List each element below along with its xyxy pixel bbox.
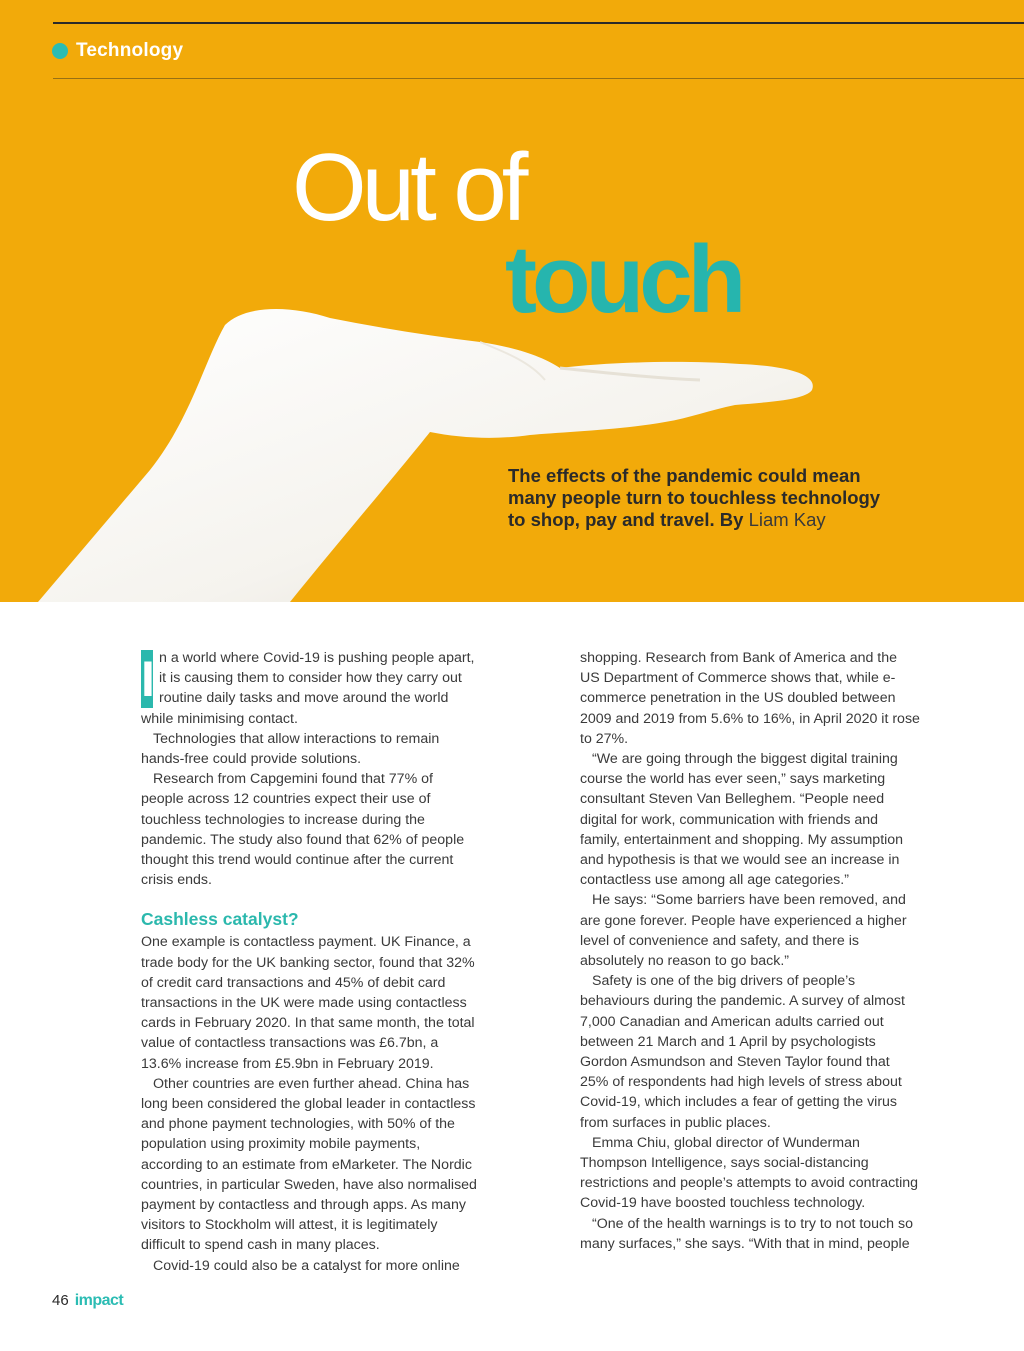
top-rule bbox=[53, 22, 1024, 24]
section-label: Technology bbox=[76, 40, 184, 61]
article-paragraph: One example is contactless payment. UK Finance, a trade body for the UK banking sector, found that 32% of credit card transactions and 45% of debit card transactions in the UK were made using contactless cards in February 2020. In that same month, the total value of contactless transactions was £6.7bn, a 13.6% increase from £5.9bn in February 2019. bbox=[141, 934, 475, 1072]
article-paragraph: “We are going through the biggest digital training course the world has ever seen,” says marketing consultant Steven Van Belleghem. “People need digital for work, communication with friends and family, entertainment and shopping. My assumption and hypothesis is that we would see an increase in contactless use among all age categories.” bbox=[580, 751, 904, 889]
page-footer bbox=[52, 1292, 123, 1310]
article-subheading: Cashless catalyst? bbox=[141, 909, 299, 930]
headline-line-1: Out of bbox=[292, 134, 524, 241]
paragraph-text: n a world where Covid-19 is pushing people apart, it is causing them to consider how they carry out routine daily tasks and move around the world while minimising contact. bbox=[141, 650, 475, 727]
drop-cap: I bbox=[141, 651, 155, 707]
article-paragraph: Emma Chiu, global director of Wunderman Thompson Intelligence, says social-distancing restrictions and people’s attempts to avoid contracting Covid-19 have boosted touchless technology. bbox=[580, 1134, 919, 1212]
section-tag bbox=[52, 40, 183, 62]
standfirst bbox=[508, 465, 898, 531]
standfirst-text: The effects of the pandemic could mean many people turn to touchless technology to shop, pay and travel. By bbox=[508, 465, 881, 530]
byline-author: Liam Kay bbox=[748, 509, 826, 530]
article-paragraph: Technologies that allow interactions to remain hands-free could provide solutions. bbox=[141, 730, 440, 768]
magazine-logo: impact bbox=[74, 1292, 124, 1309]
article-column-left bbox=[141, 648, 479, 1276]
article-paragraph: Research from Capgemini found that 77% of people across 12 countries expect their use of touchless technologies to increase during the pandemic. The study also found that 62% of people thought this trend would continue after the current crisis ends. bbox=[141, 771, 465, 889]
article-paragraph: He says: “Some barriers have been removed, and are gone forever. People have experienced a higher level of convenience and safety, and there is absolutely no reason to go back.” bbox=[580, 892, 907, 970]
page-number: 46 bbox=[52, 1292, 69, 1309]
teal-dot-icon bbox=[52, 43, 68, 59]
article-column-right bbox=[580, 648, 920, 1254]
article-paragraph: Other countries are even further ahead. China has long been considered the global leader in contactless and phone payment technologies, with 50% of the population using proximity mobile payments, according to an estimate from eMarketer. The Nordic countries, in particular Sweden, have also normalised payment by contactless and through apps. As many visitors to Stockholm will attest, it is legitimately difficult to spend cash in many places. bbox=[141, 1075, 477, 1254]
article-paragraph: Safety is one of the big drivers of people’s behaviours during the pandemic. A survey of almost 7,000 Canadian and American adults carried out between 21 March and 1 April by psychologists Gordon Asmundson and Steven Taylor found that 25% of respondents had high levels of stress about Covid-19, which includes a fear of getting the virus from surfaces in public places. bbox=[580, 973, 905, 1131]
hero-banner bbox=[0, 0, 1024, 602]
section-rule bbox=[53, 78, 1024, 79]
article-paragraph bbox=[141, 648, 479, 729]
article-paragraph: “One of the health warnings is to try to not touch so many surfaces,” she says. “With that in mind, people bbox=[580, 1215, 913, 1252]
article-paragraph: Covid-19 could also be a catalyst for more online bbox=[153, 1257, 460, 1274]
headline-line-2: touch bbox=[505, 226, 742, 333]
article-paragraph: shopping. Research from Bank of America and the US Department of Commerce shows that, while e-commerce penetration in the US doubled between 2009 and 2019 from 5.6% to 16%, in April 2020 it rose to 27%. bbox=[580, 650, 920, 747]
